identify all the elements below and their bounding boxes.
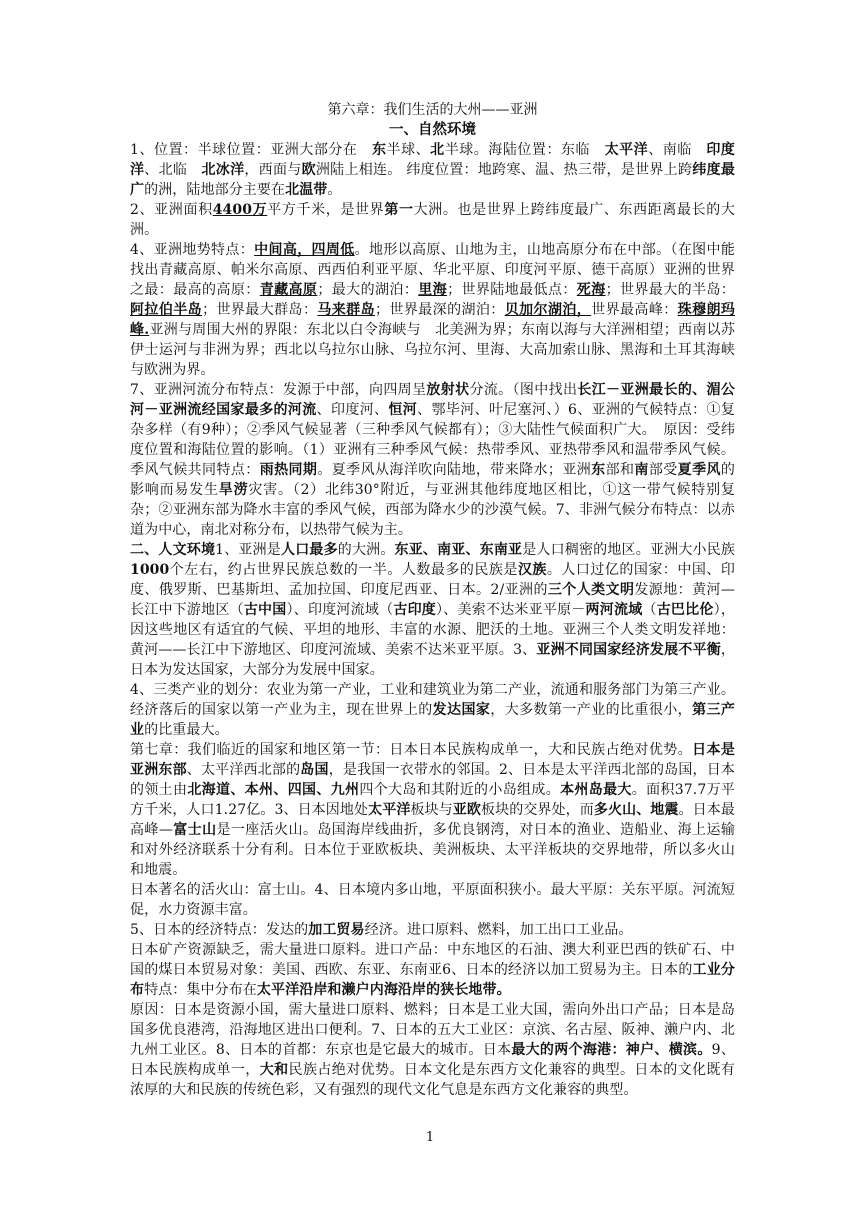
text-run: 分流。（图中找出 — [469, 382, 578, 398]
text-run: 特点：集中分布在 — [144, 982, 257, 998]
text-run: 板块与 — [410, 802, 453, 818]
text-run: 部和 — [605, 462, 635, 478]
bold-run: 二、人文环境 — [130, 542, 216, 558]
bold-underline-run: 里海 — [418, 282, 448, 298]
chapter-title: 第六章：我们生活的大州——亚洲 — [327, 102, 538, 118]
text-run: 部受 — [648, 462, 678, 478]
text-run: （ — [642, 602, 657, 618]
text-run: ，是我国一衣带水的邻国。2、日本是太平洋西北部的岛国，日本的领土由 — [130, 762, 736, 798]
text-run: 原因：日本是资源小国，需大量进口原料、燃料；日本是工业大国，需向外出口产品；日本是岛国多优良港湾，沿海地区进出口便利。7、日本的五大工业区：京滨、名古屋、阪神、濑户内、北九州工业区。8、日本的首都：东京也是它最大的城市。日本 — [130, 1002, 735, 1058]
paragraph-human-environment — [130, 540, 735, 680]
bold-run: 太平洋 — [604, 142, 649, 158]
text-run: 世界最高峰： — [591, 302, 678, 318]
text-run: 日本矿产资源缺乏，需大量进口原料。进口产品：中东地区的石油、澳大利亚巴西的铁矿石、中国的煤日本贸易对象：美国、西欧、东亚、东南亚6、日本的经济以加工贸易为主。日本的 — [130, 942, 735, 978]
text-run: 的大洲。 — [337, 542, 395, 558]
text-run: 4、亚洲地势特点： — [130, 242, 255, 258]
text-run: 。夏季风从海洋吹向陆地，带来降水；亚洲 — [317, 462, 592, 478]
text-run: 板块的交界处，而 — [481, 802, 594, 818]
bold-run: 本州岛最大 — [560, 782, 632, 798]
bold-run: 汉族 — [517, 562, 547, 578]
paragraph-location — [130, 140, 735, 200]
text-run: 。地形以高原、山地为主，山地高原分布在中部。（在图中能找出青藏高原、帕米尔高原、西西伯利亚平原、华北平原、印度河平原、德干高原）亚洲的世界之最：最高的高原： — [130, 242, 735, 298]
bold-run: 三个人类文明 — [547, 582, 635, 598]
text-run: 、鄂毕河、叶尼塞河、）6、亚洲的气候特点：①复杂多样（有9种）；②季风气候显著（三种季风气候都有）；③大陆性气候面积广大。 原因：受纬度位置和海陆位置的影响。（1）亚洲有三种季风气候：热带季风、亚热带季风和温带季风气候。季风气候共同特点： — [130, 402, 735, 478]
text-run: 4、三类产业的划分：农业为第一产业，工业和建筑业为第二产业，流通和服务部门为第三产业。经济落后的国家以第一产业为主，现在世界上的 — [130, 682, 735, 718]
bold-run: 长江－亚洲最长的、湄公河－亚洲流经国家最多的河流 — [130, 382, 735, 418]
text-run: 是一座活火山。岛国海岸线曲折，多优良钢湾，对日本的渔业、造船业、海上运输和对外经济联系十分有利。日本位于亚欧板块、美洲板块、太平洋板块的交界地带，所以多火山和地震。 — [130, 822, 735, 878]
text-run: 经济。进口原料、燃料，加工出口工业品。 — [364, 922, 633, 938]
text-run: 、印度河、 — [316, 402, 389, 418]
bold-run: 旱涝 — [218, 482, 249, 498]
bold-underline-run: 青藏高原 — [259, 282, 318, 298]
text-run: 日本著名的活火山：富士山。4、日本境内多山地，平原面积狭小。最大平原：关东平原。河流短促，水力资源丰富。 — [130, 882, 735, 918]
text-run: 灾害。（2）北纬30°附近，与亚洲其他纬度地区相比，①这一带气候特别复杂；②亚洲东部为降水丰富的季风气候，西部为降水少的沙漠气候。7、非洲气候分布特点：以赤道为中心，南北对称分布，以热带气候为主。 — [130, 482, 735, 538]
text-run: 半球、 — [386, 142, 431, 158]
bold-underline-run: 马来群岛 — [317, 302, 376, 318]
bold-run: 欧 — [301, 162, 316, 178]
text-run: 、北临 — [144, 162, 202, 178]
text-run: 洲陆上相连。 纬度位置：地跨寒、温、热三带，是世界上跨 — [315, 162, 693, 178]
text-run: ；世界最大群岛： — [202, 302, 318, 318]
bold-run: 印度洋 — [130, 142, 735, 178]
text-run: 个左右，约占世界民族总数的一半。人数最多的民族是 — [169, 562, 518, 578]
text-run: 、南临 — [648, 142, 707, 158]
bold-run: 发达国家 — [432, 702, 491, 718]
bold-underline-run: 阿拉伯半岛 — [130, 302, 203, 318]
bold-run: 亚欧 — [452, 802, 481, 818]
bold-run: 古巴比伦 — [656, 602, 714, 618]
bold-run: 恒河 — [388, 402, 418, 418]
bold-run: 古印度 — [393, 602, 437, 618]
bold-run: 工业分布 — [130, 962, 735, 998]
text-run: ），因这些地区有适宜的气候、平坦的地形、丰富的水源、肥沃的土地。亚洲三个人类文明发祥地：黄河——长江中下游地区、印度河流域、美索不达米亚平原。3、 — [130, 602, 735, 658]
bold-run: 南 — [634, 462, 649, 478]
text-run: ）、美索不达米亚平原－ — [436, 602, 586, 618]
text-run: ；世界最大的半岛： — [605, 282, 735, 298]
bold-run: 放射状 — [426, 382, 470, 398]
text-run: ，日本为发达国家，大部分为发展中国家。 — [130, 642, 735, 678]
paragraph-japan-volcano — [130, 880, 735, 920]
text-run: 发源地：黄河—长江中下游地区（ — [130, 582, 736, 618]
text-run: 的影响而易发生 — [130, 462, 736, 498]
text-run: 半球。海陆位置：东临 — [444, 142, 605, 158]
bold-run: 最大的两个海港：神户、横滨。 — [511, 1042, 712, 1058]
text-run: 7、亚洲河流分布特点：发源于中部，向四周呈 — [130, 382, 427, 398]
text-run: ，西面与 — [244, 162, 302, 178]
text-run: 、太平洋西北部的 — [186, 762, 301, 778]
text-run: 1、位置：半球位置：亚洲大部分在 — [130, 142, 372, 158]
bold-run: 加工贸易 — [308, 922, 365, 938]
text-run: 。面积37.7万平方千米，人口1.27亿。3、日本因地处 — [130, 782, 736, 818]
paragraph-terrain — [130, 240, 735, 380]
bold-run: 北 — [430, 142, 445, 158]
text-run: 。 — [327, 182, 342, 198]
bold-run: 夏季风 — [677, 462, 721, 478]
text-run: ；最大的湖泊： — [317, 282, 419, 298]
text-run: ；世界最深的湖泊： — [375, 302, 505, 318]
bold-run: 第三产业 — [130, 702, 735, 738]
text-run: 。人口过亿的国家：中国、印度、俄罗斯、巴基斯坦、孟加拉国、印度尼西亚、日本。2/亚洲的 — [130, 562, 735, 598]
bold-underline-run: 珠穆朗玛峰. — [130, 302, 735, 338]
bold-run: 东 — [372, 142, 387, 158]
bold-run: 东 — [591, 462, 606, 478]
bold-run: 古中国 — [243, 602, 287, 618]
text-run: 的比重最大。 — [144, 722, 229, 738]
bold-run: 纬度最广 — [130, 162, 735, 198]
bold-run: 岛国 — [300, 762, 329, 778]
text-run: ）、印度河流域（ — [286, 602, 394, 618]
text-run: ；世界陆地最低点： — [447, 282, 577, 298]
text-run: 大洲。也是世界上跨纬度最广、东西距离最长的大洲。 — [130, 202, 736, 238]
paragraph-japan-resources — [130, 940, 735, 1000]
text-run: 。日本最高峰— — [130, 802, 735, 838]
bold-run: 第一 — [384, 202, 414, 218]
text-run: 5、日本的经济特点：发达的 — [130, 922, 309, 938]
text-run: 2、亚洲面积 — [130, 202, 213, 218]
paragraph-japan-intro — [130, 740, 735, 880]
text-run: 亚洲与周围大州的界限：东北以白令海峡与 北美洲为界；东南以海与大洋洲相望；西南以苏伊士运河与非洲为界；西北以乌拉尔山脉、乌拉尔河、里海、大高加索山脉、黑海和土耳其海峡与欧洲为界。 — [130, 322, 735, 378]
bold-run: 北冰洋 — [201, 162, 245, 178]
bold-underline-run: 4400万 — [212, 202, 268, 218]
bold-run: 1000 — [130, 562, 170, 578]
bold-run: 大和 — [259, 1062, 289, 1078]
bold-run: 北温带 — [285, 182, 328, 198]
bold-underline-run: 死海 — [576, 282, 606, 298]
text-run: 是人口稠密的地区。亚洲大小民族 — [522, 542, 735, 558]
document-page — [130, 100, 735, 1100]
text-run: ，大多数第一产业的比重很小， — [490, 702, 693, 718]
paragraph-rivers-climate — [130, 380, 735, 540]
bold-run: 太平洋 — [368, 802, 411, 818]
bold-run: 多火山、地震 — [593, 802, 679, 818]
bold-run: 东亚、南亚、东南亚 — [394, 542, 523, 558]
paragraph-japan-economy — [130, 920, 735, 940]
bold-run: 太平洋沿岸和濑户内海沿岸的狭长地带。 — [256, 982, 511, 998]
bold-underline-run: 贝加尔湖泊， — [504, 302, 592, 318]
bold-run: 日本是亚洲东部 — [130, 742, 735, 778]
paragraph-area — [130, 200, 735, 240]
paragraph-industries — [130, 680, 735, 740]
paragraph-japan-reasons — [130, 1000, 735, 1100]
page-number: 1 — [425, 1130, 435, 1145]
bold-run: 人口最多 — [281, 542, 338, 558]
text-run: 的洲，陆地部分主要在 — [144, 182, 286, 198]
text-run: 1、亚洲是 — [215, 542, 281, 558]
text-run: 9、日本民族构成单一， — [130, 1042, 735, 1078]
text-run: 民族占绝对优势。日本文化是东西方文化兼容的典型。日本的文化既有浓厚的大和民族的传统色彩，又有强烈的现代文化气息是东西方文化兼容的典型。 — [130, 1062, 735, 1098]
bold-underline-run: 中间高，四周低 — [254, 242, 355, 258]
bold-run: 亚洲不同国家经济发展不平衡 — [536, 642, 721, 658]
bold-run: 两河流域 — [585, 602, 643, 618]
bold-run: 富士山 — [172, 822, 217, 838]
bold-run: 雨热同期 — [259, 462, 318, 478]
text-run: 平方千米，是世界 — [267, 202, 385, 218]
section-title-natural-environment: 一、自然环境 — [389, 121, 476, 138]
bold-run: 北海道、本州、四国、九州 — [187, 782, 360, 798]
text-run: 第七章：我们临近的国家和地区第一节：日本日本民族构成单一，大和民族占绝对优势。 — [130, 742, 693, 758]
text-run: 四个大岛和其附近的小岛组成。 — [359, 782, 561, 798]
